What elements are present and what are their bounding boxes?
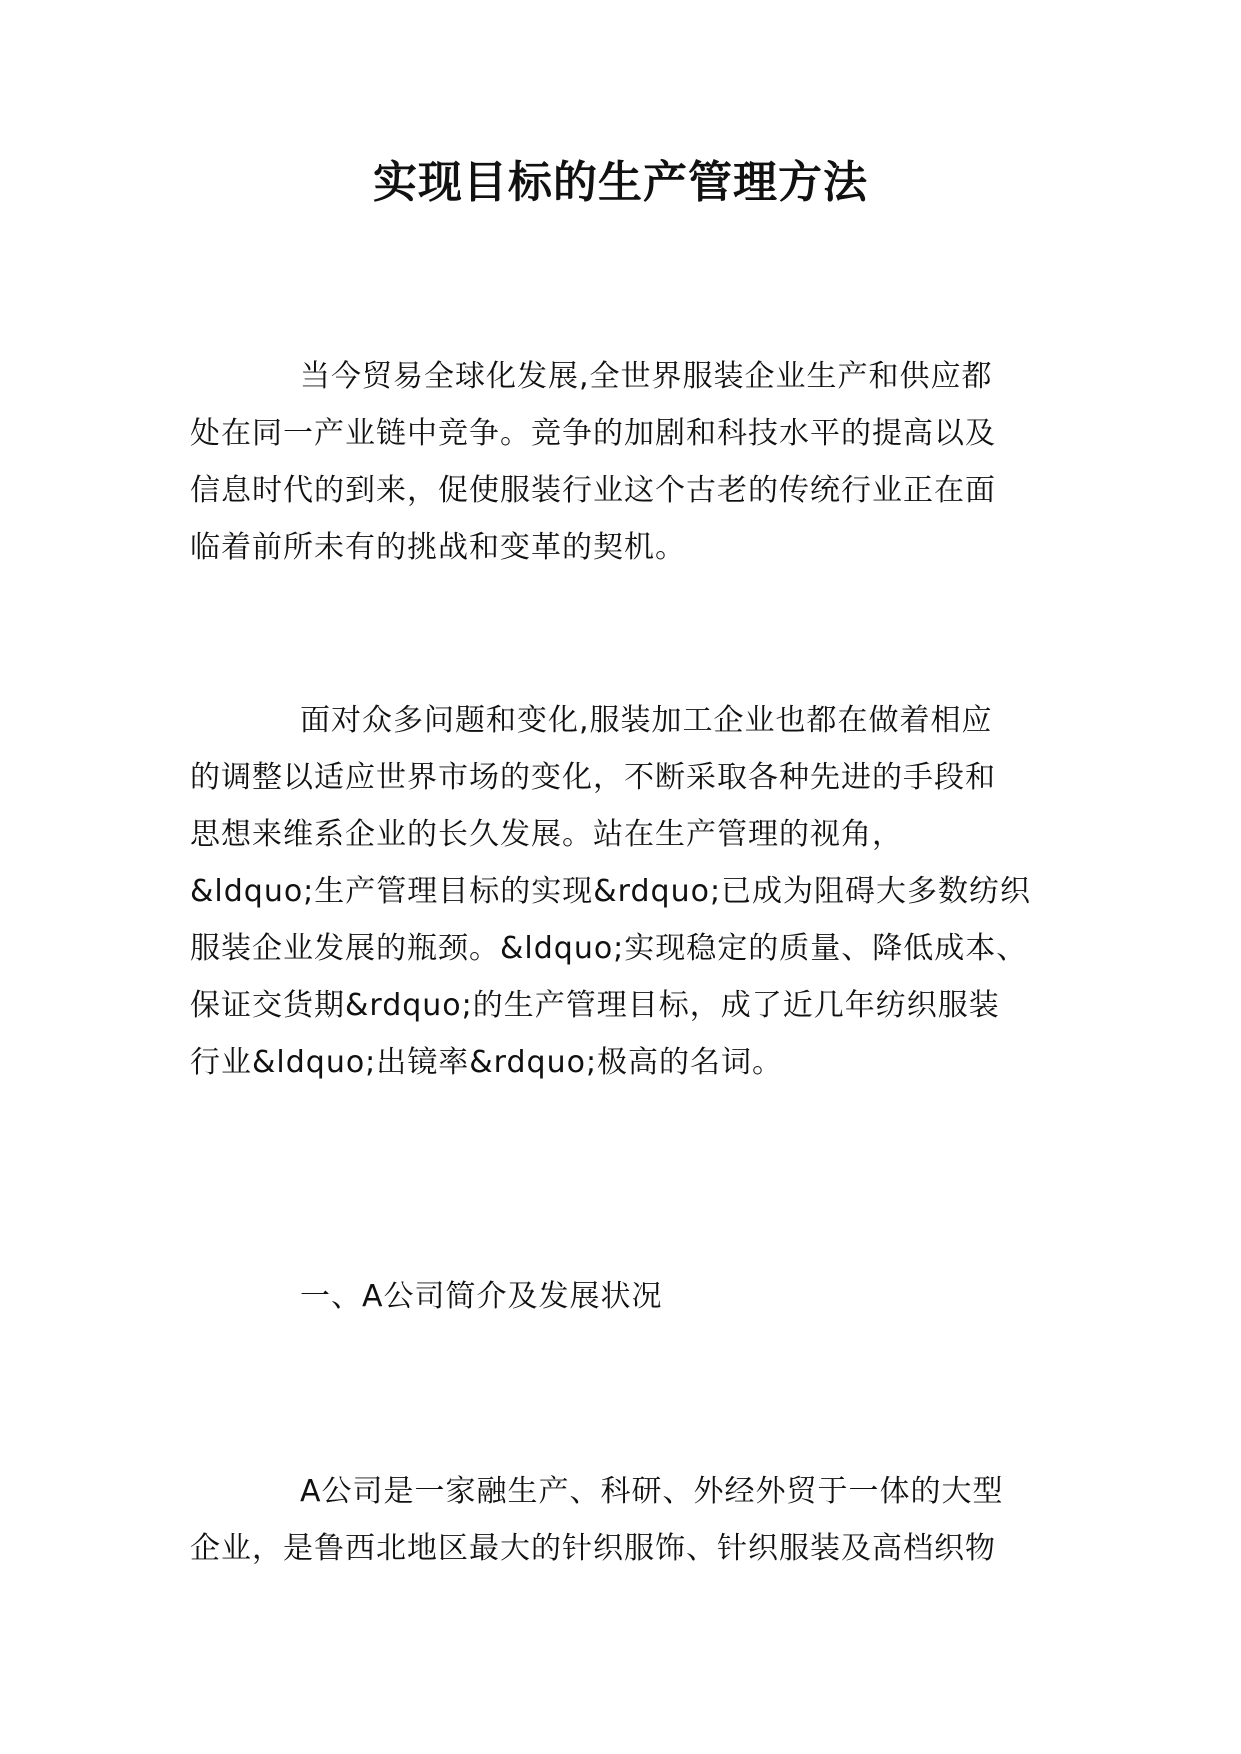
paragraph-line: 处在同一产业链中竞争。竞争的加剧和科技水平的提高以及 (190, 416, 996, 451)
paragraph-line: &ldquo;生产管理目标的实现&rdquo;已成为阻碍大多数纺织 (190, 874, 1032, 909)
section-heading: 一、A公司简介及发展状况 (300, 1279, 663, 1314)
paragraph-challenges (190, 692, 1058, 1091)
paragraph-line: 当今贸易全球化发展,全世界服装企业生产和供应都 (300, 359, 993, 394)
paragraph-line: 面对众多问题和变化,服装加工企业也都在做着相应 (300, 703, 993, 738)
paragraph-line: 行业&ldquo;出镜率&rdquo;极高的名词。 (190, 1045, 784, 1080)
paragraph-line: 思想来维系企业的长久发展。站在生产管理的视角， (190, 817, 903, 852)
paragraph-intro (190, 348, 1058, 576)
paragraph-line: 企业，是鲁西北地区最大的针织服饰、针织服装及高档织物 (190, 1531, 996, 1566)
document-title: 实现目标的生产管理方法 (373, 157, 868, 208)
paragraph-line: 的调整以适应世界市场的变化，不断采取各种先进的手段和 (190, 760, 996, 795)
paragraph-line: A公司是一家融生产、科研、外经外贸于一体的大型 (300, 1474, 1004, 1509)
paragraph-line: 服装企业发展的瓶颈。&ldquo;实现稳定的质量、降低成本、 (190, 931, 1028, 966)
paragraph-company (190, 1463, 1058, 1577)
paragraph-line: 保证交货期&rdquo;的生产管理目标，成了近几年纺织服装 (190, 988, 1000, 1023)
paragraph-line: 信息时代的到来，促使服装行业这个古老的传统行业正在面 (190, 473, 996, 508)
paragraph-line: 临着前所未有的挑战和变革的契机。 (190, 530, 686, 565)
